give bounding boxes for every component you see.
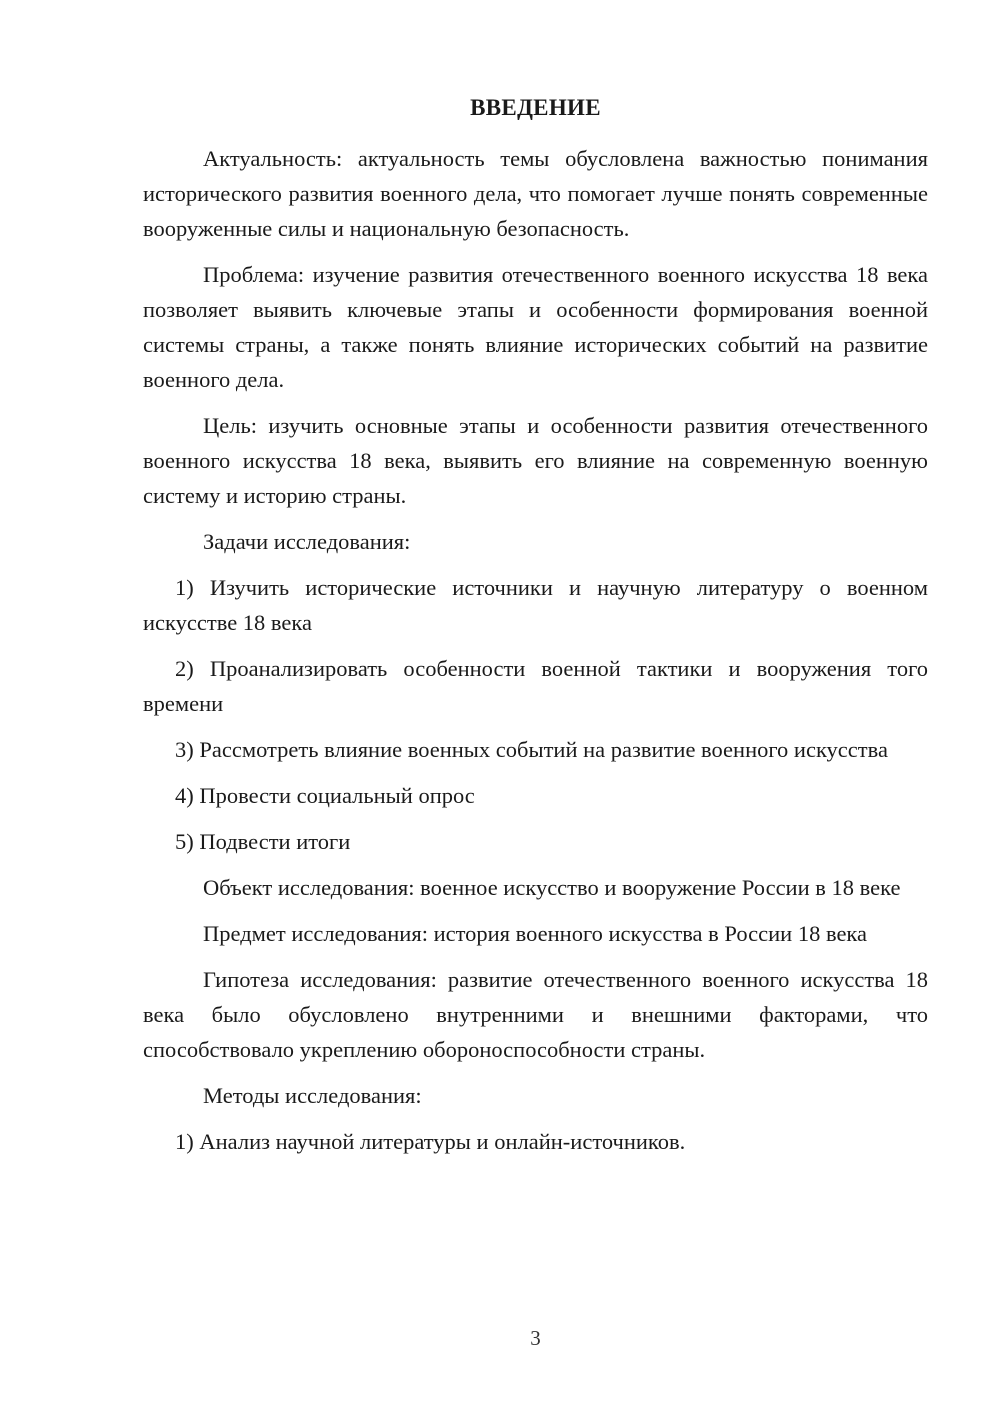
methods-heading: Методы исследования:	[203, 1083, 422, 1108]
task-item: 4) Провести социальный опрос	[175, 783, 475, 808]
problem-paragraph: Проблема: изучение развития отечественного военного искусства 18 века позволяет выявить ключевые этапы и особенности формирования военной системы страны, а также понять влияние исторических событий на развитие военного дела.	[143, 262, 928, 392]
tasks-heading: Задачи исследования:	[203, 529, 411, 554]
task-item: 1) Изучить исторические источники и научную литературу о военном искусстве 18 века	[143, 575, 928, 635]
subject-paragraph: Предмет исследования: история военного искусства в России 18 века	[203, 921, 868, 946]
page-number: 3	[530, 1326, 541, 1350]
task-item: 5) Подвести итоги	[175, 829, 351, 854]
hypothesis-paragraph: Гипотеза исследования: развитие отечественного военного искусства 18 века было обусловлено внутренними и внешними факторами, что способствовало укреплению обороноспособности страны.	[143, 967, 928, 1062]
task-item: 2) Проанализировать особенности военной тактики и вооружения того времени	[143, 656, 928, 716]
method-item: 1) Анализ научной литературы и онлайн-источников.	[175, 1129, 686, 1154]
goal-paragraph: Цель: изучить основные этапы и особенности развития отечественного военного искусства 18 века, выявить его влияние на современную военную систему и историю страны.	[143, 413, 928, 508]
task-item: 3) Рассмотреть влияние военных событий на развитие военного искусства	[175, 737, 888, 762]
page-title: ВВЕДЕНИЕ	[470, 95, 601, 120]
document-body	[143, 141, 928, 1170]
relevance-paragraph: Актуальность: актуальность темы обусловлена важностью понимания исторического развития военного дела, что помогает лучше понять современные вооруженные силы и национальную безопасность.	[143, 146, 928, 241]
object-paragraph: Объект исследования: военное искусство и вооружение России в 18 веке	[203, 875, 901, 900]
